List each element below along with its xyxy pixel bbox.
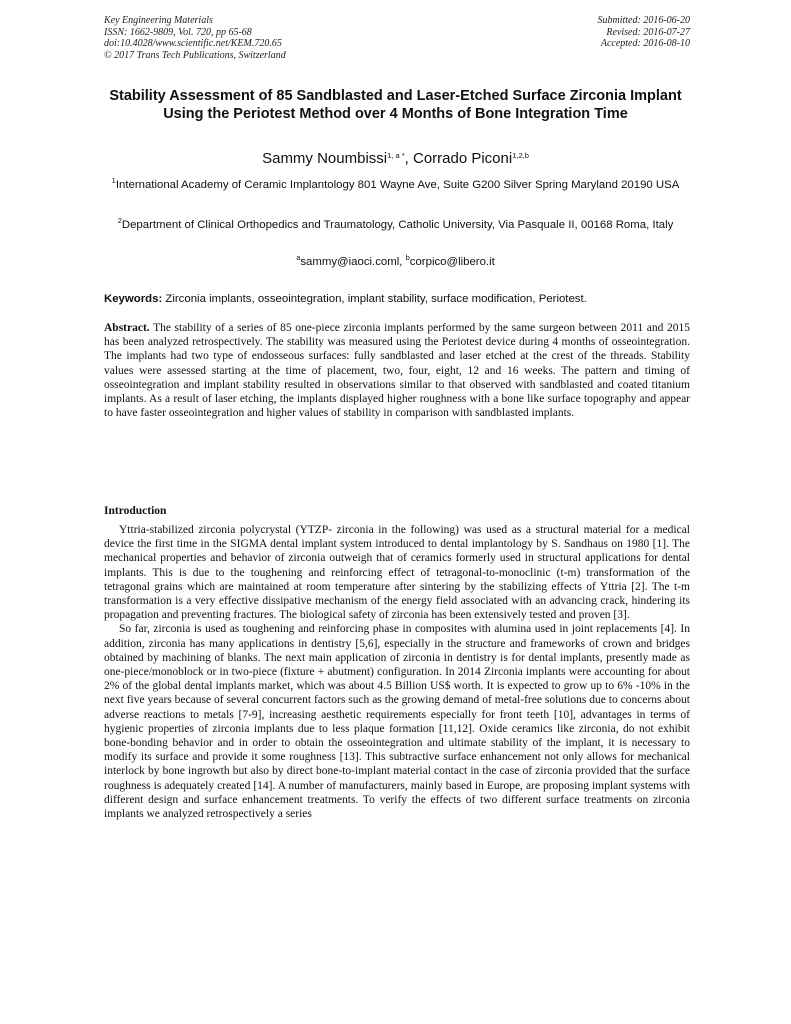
author-superscript: 1,2,b xyxy=(512,151,529,160)
author-name: Sammy Noumbissi xyxy=(262,150,388,167)
affiliation-superscript: 2 xyxy=(117,216,122,225)
author-name: Corrado Piconi xyxy=(412,150,513,167)
journal-name: Key Engineering Materials xyxy=(104,15,213,26)
affiliation-superscript: 1 xyxy=(111,176,116,185)
journal-doi: doi:10.4028/www.scientific.net/KEM.720.65 xyxy=(104,38,282,49)
journal-issn: ISSN: 1662-9809, Vol. 720, pp 65-68 xyxy=(104,26,252,38)
revised-date: Revised: 2016-07-27 xyxy=(606,26,690,38)
author-emails xyxy=(100,255,691,270)
keywords xyxy=(104,292,690,307)
abstract xyxy=(104,321,690,420)
submitted-date: Submitted: 2016-06-20 xyxy=(597,15,690,26)
keywords-text: Zirconia implants, osseointegration, implant stability, surface modification, Periotest. xyxy=(162,293,587,305)
journal-info xyxy=(104,15,286,61)
paragraph: Yttria-stabilized zirconia polycrystal (YTZP- zirconia in the following) was used as a structural material for a medical device the first time in the SIGMA dental implant system introduced to dental implantology by S. Sandhaus on 1980 [1]. The mechanical properties and behavior of zirconia outweigh that of ceramics formerly used in structural applications for dental implants. This is due to the toughening and reinforcing effect of tetragonal-to-monoclinic (t-m) transformation of the tetragonal grains which are maintained at room temperature after sintering by the stabilizing effects of Yttria [2]. The t-m transformation is a very effective dissipative mechanism of the energy field associated with an advancing crack, hindering its propagation and preventing fractures. The biological safety of zirconia has been extensively tested and proven [3]. xyxy=(104,524,690,622)
email-link[interactable]: corpico@libero.it xyxy=(409,256,495,268)
author-separator: , xyxy=(404,150,413,167)
affiliation-2 xyxy=(110,218,681,233)
abstract-label: Abstract. xyxy=(104,322,150,334)
email-superscript: b xyxy=(405,253,410,262)
submission-dates xyxy=(598,15,691,50)
email-link[interactable]: sammy@iaoci.coml, xyxy=(300,256,406,268)
affiliation-1 xyxy=(110,178,681,193)
author-line xyxy=(100,150,691,168)
introduction-body xyxy=(104,523,690,821)
email-superscript: a xyxy=(296,253,301,262)
paper-title: Stability Assessment of 85 Sandblasted and Laser-Etched Surface Zirconia Implant Using the Periotest Method over 4 Months of Bone Integration Time xyxy=(109,88,682,122)
affiliation-text: International Academy of Ceramic Implantology 801 Wayne Ave, Suite G200 Silver Spring Maryland 20190 USA xyxy=(115,179,680,191)
affiliation-text: Department of Clinical Orthopedics and Traumatology, Catholic University, Via Pasquale II, 00168 Roma, Italy xyxy=(121,219,674,231)
abstract-text: The stability of a series of 85 one-piece zirconia implants performed by the same surgeon between 2011 and 2015 has been analyzed retrospectively. The stability was measured using the Periotest device during 4 months of osseointegration. The implants had two type of endosseous surfaces: fully sandblasted and laser etched at the crest of the threads. Stability values were assessed starting at the time of placement, two, four, eight, 12 and 16 weeks. The pattern and timing of osseointegration and implant stability resulted in observations similar to that observed with sandblasted and coated titanium implants. As a result of laser etching, the implants displayed higher roughness with a bone like surface topography and appear to have faster osseointegration and higher values of stability in comparison with sandblasted implants. xyxy=(104,322,690,420)
author-superscript: 1, a * xyxy=(387,151,405,160)
journal-copyright: © 2017 Trans Tech Publications, Switzerland xyxy=(104,49,286,61)
paragraph: So far, zirconia is used as toughening and reinforcing phase in composites with alumina used in joint replacements [4]. In addition, zirconia has many applications in dentistry [5,6], especially in the structure and frameworks of crown and bridges obtained by machining of blanks. The next main application of zirconia in dentistry is for dental implants, presently made as one-piece/monoblock or in two-piece (fixture + abutment) configuration. In 2014 Zirconia implants were accounting for about 2% of the global dental implants market, which was about 4.5 Billion US$ worth. It is expected to grow up to 6% -10% in the next five years because of several concurrent factors such as the growing demand of metal-free solutions due to concerns about adverse reactions to metals [7-9], increasing aesthetic requirements especially for front teeth [10], advantages in terms of hygienic properties of zirconia implants due to less plaque formation [11,12]. Oxide ceramics like zirconia, do not exhibit bone-bonding behavior and in order to obtain the osseointegration and ultimate stability of the implant, it is necessary to modify its surface and provide it some roughness [13]. This subtractive surface enhancement not only allows for mechanical interlock by bone ingrowth but also by direct bone-to-implant material contact in the case of zirconia provided that the surface roughness is adequately created [14]. A number of manufacturers, mainly based in Europe, are proposing implant systems with different design and surface enhancement treatments. To verify the effects of two different surface treatments on zirconia implants we analyzed retrospectively a series xyxy=(104,623,690,821)
accepted-date: Accepted: 2016-08-10 xyxy=(600,38,690,49)
section-heading: Introduction xyxy=(104,505,167,517)
keywords-label: Keywords: xyxy=(104,293,163,305)
